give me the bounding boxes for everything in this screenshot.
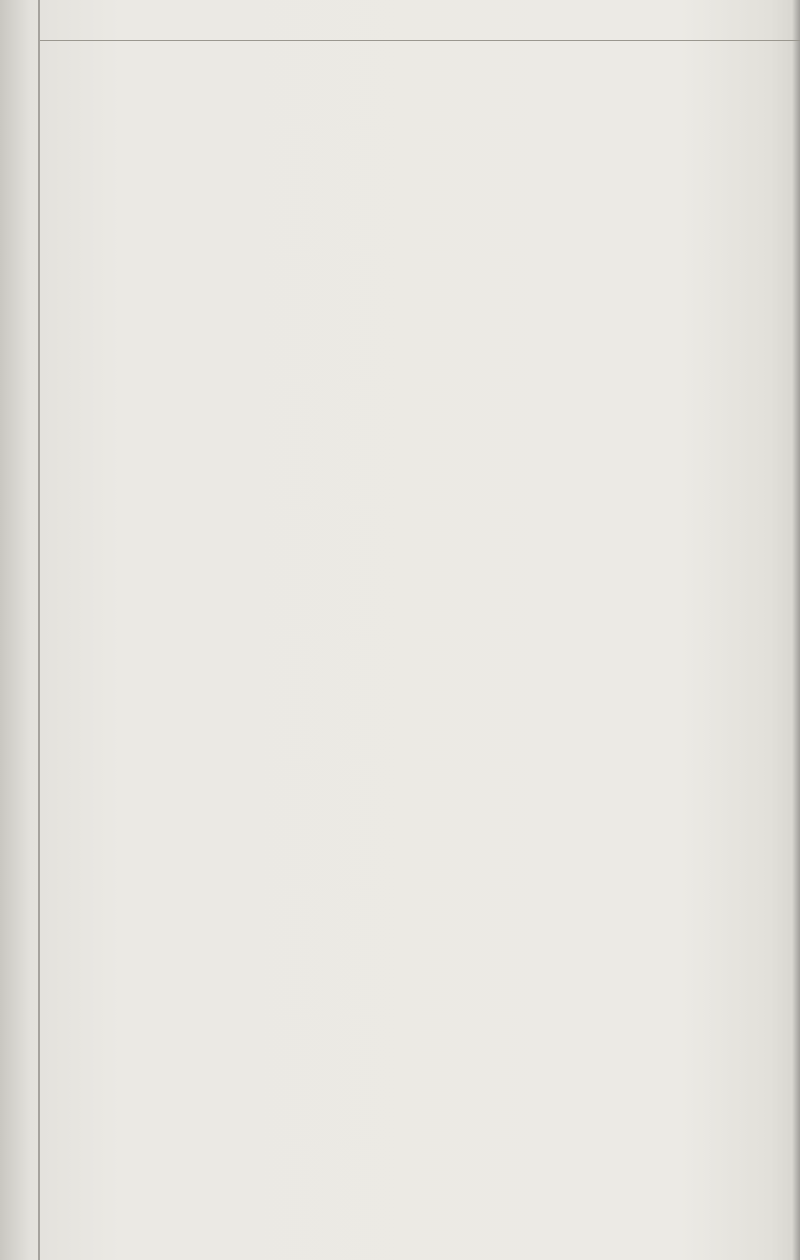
- top-rule: [40, 40, 800, 41]
- drop-cap: [48, 98, 90, 156]
- page-fold-line: [38, 0, 40, 1260]
- text-block: [48, 58, 724, 96]
- chapter-heading: [48, 58, 724, 96]
- page-edge-shadow: [792, 0, 800, 1260]
